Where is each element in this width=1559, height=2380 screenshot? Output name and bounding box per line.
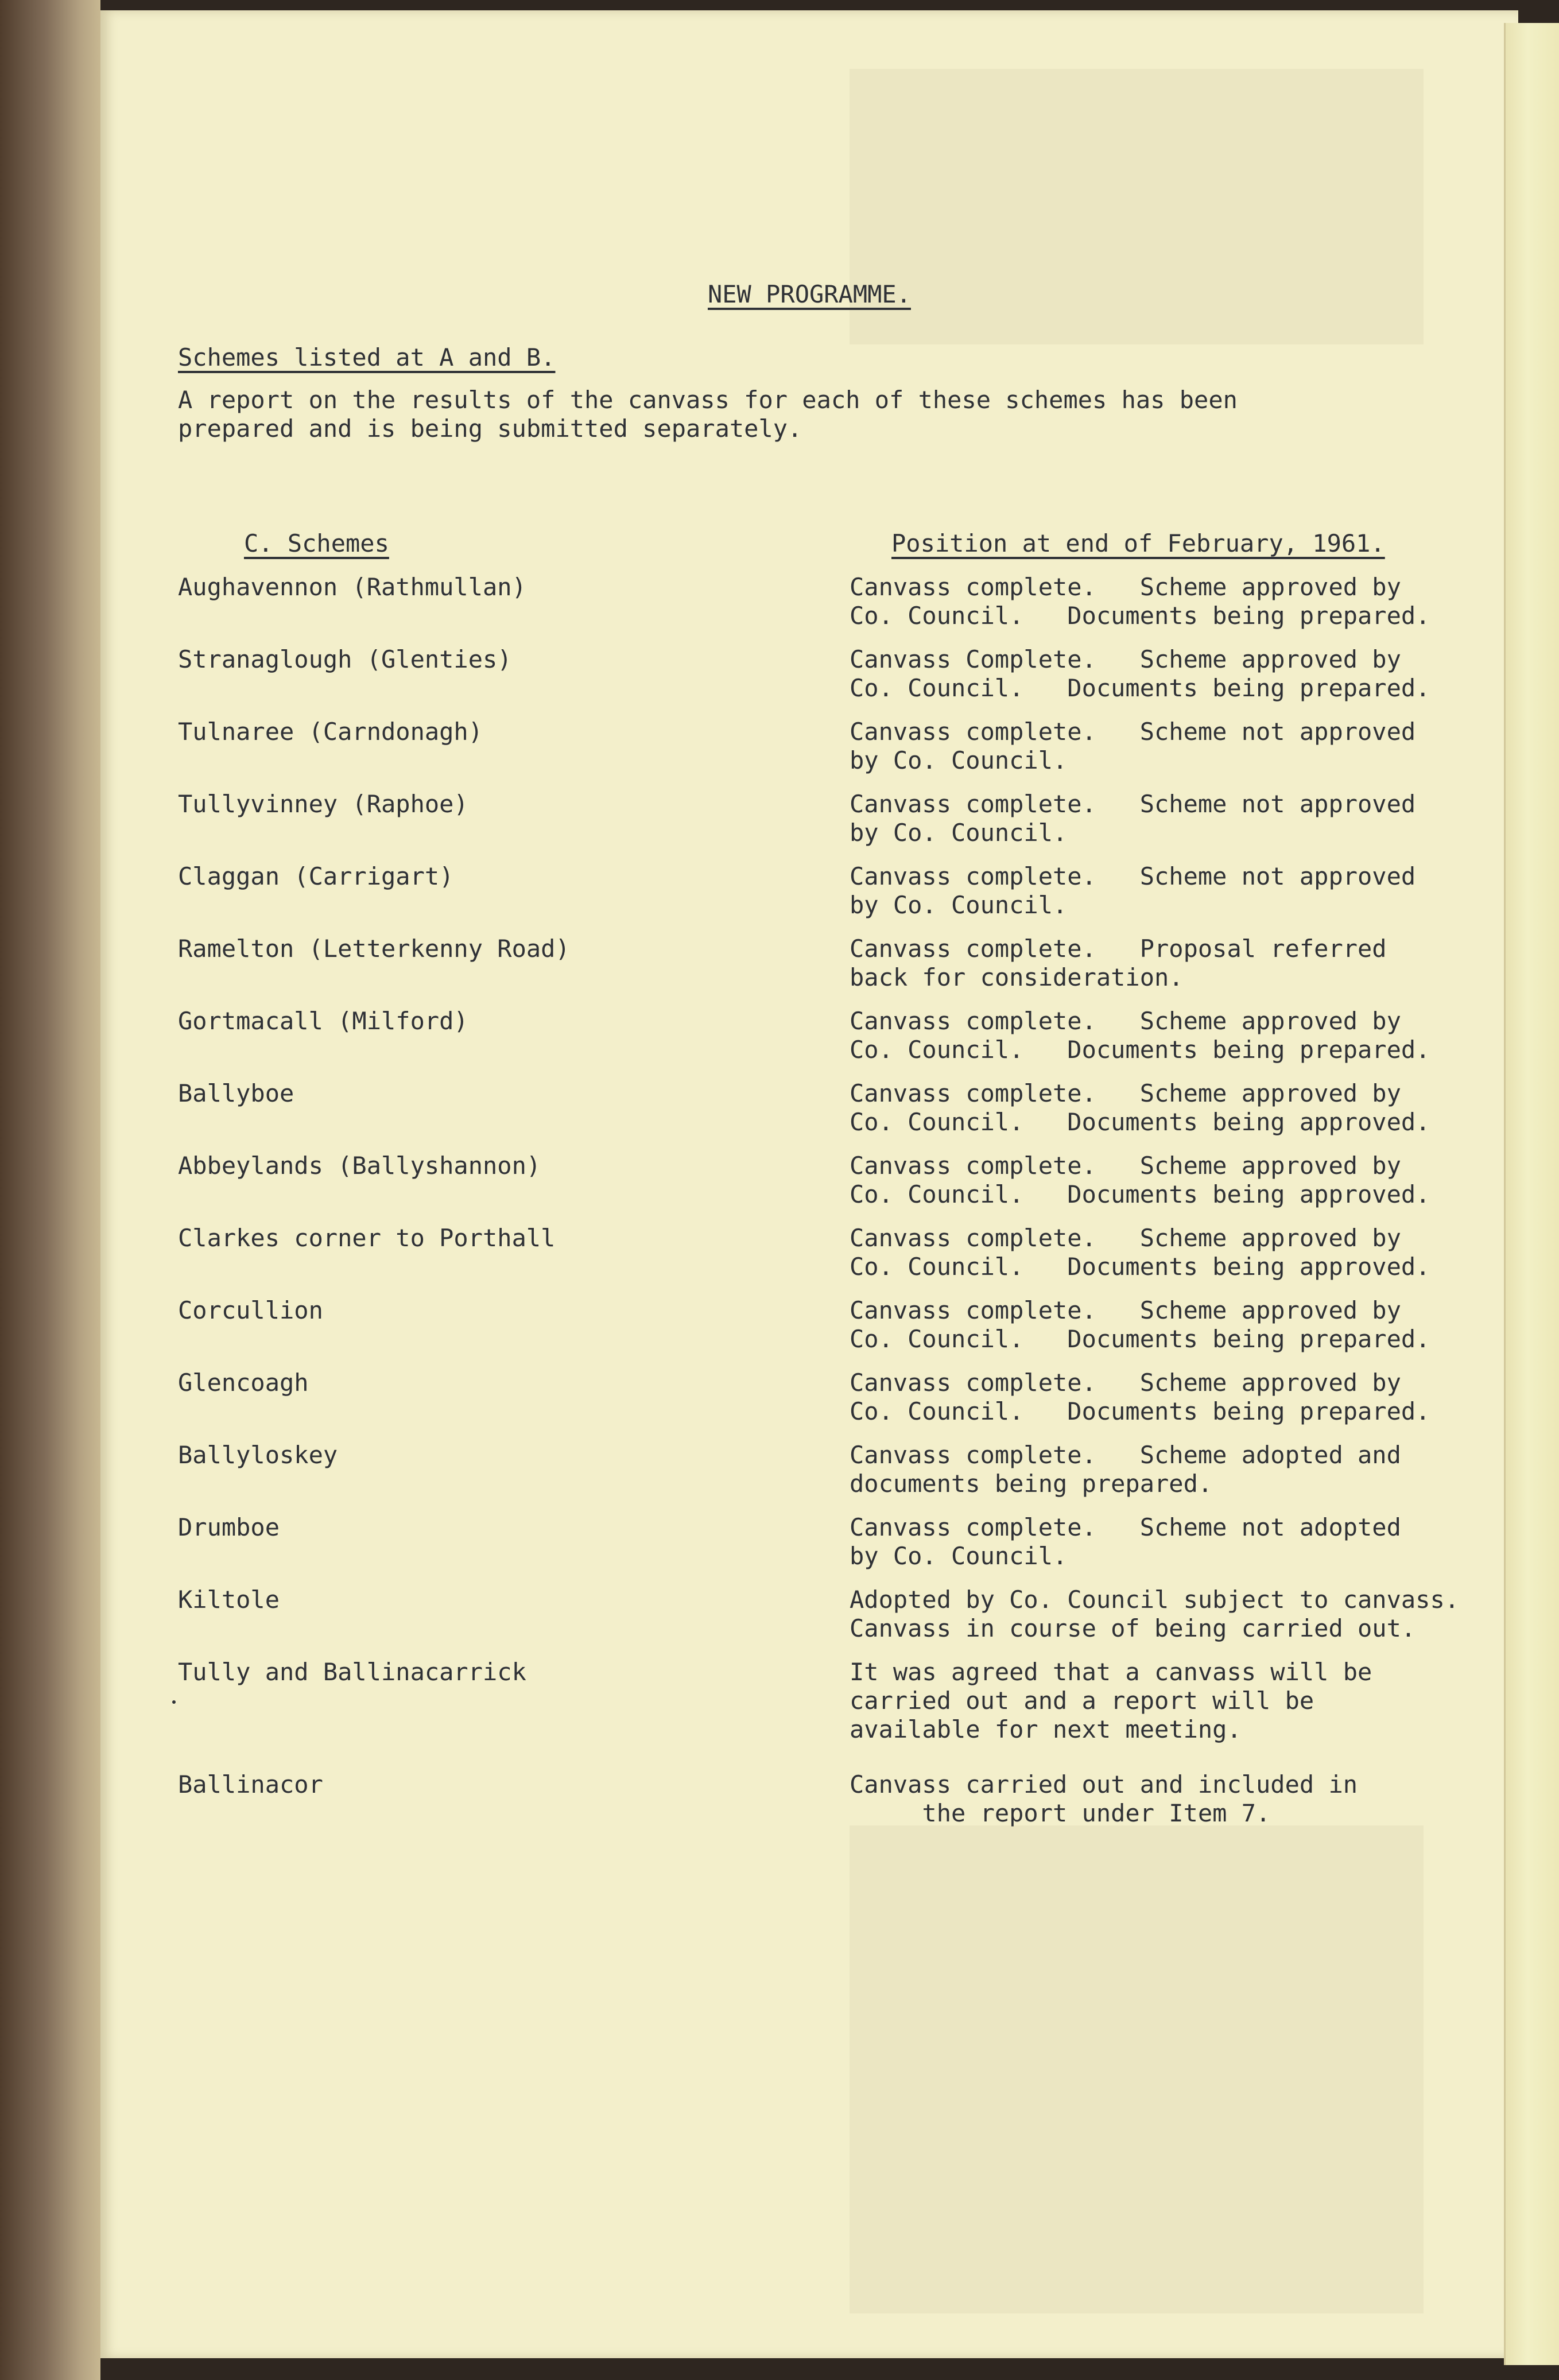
scheme-name: Tullyvinney (Raphoe) <box>178 790 468 818</box>
position-line-1: Canvass Complete. Scheme approved by <box>850 645 1401 673</box>
show-through <box>850 1825 1424 2313</box>
scheme-name: Ballyloskey <box>178 1441 338 1469</box>
position-line-2: Co. Council. Documents being approved. <box>850 1253 1430 1281</box>
position-line-1: Canvass complete. Scheme approved by <box>850 1369 1401 1397</box>
position-line-2: Co. Council. Documents being approved. <box>850 1180 1430 1208</box>
scheme-name: Aughavennon (Rathmullan) <box>178 573 526 601</box>
position-line-2: documents being prepared. <box>850 1470 1213 1498</box>
scheme-name: Clarkes corner to Porthall <box>178 1224 556 1252</box>
position-line-2: Co. Council. Documents being prepared. <box>850 1397 1430 1425</box>
column-header-position: Position at end of February, 1961. <box>891 529 1385 557</box>
position-line-1: Canvass complete. Scheme adopted and <box>850 1441 1401 1469</box>
intro-line-2: prepared and is being submitted separately. <box>178 414 802 443</box>
position-line-2: by Co. Council. <box>850 746 1068 774</box>
position-line-2: back for consideration. <box>850 963 1184 991</box>
scheme-name: Stranaglough (Glenties) <box>178 645 512 673</box>
scheme-name: Ballyboe <box>178 1079 294 1107</box>
scheme-name: Gortmacall (Milford) <box>178 1007 468 1035</box>
position-line-1: Canvass complete. Scheme not approved <box>850 862 1416 890</box>
intro-line-1: A report on the results of the canvass for each of these schemes has been <box>178 386 1238 414</box>
position-line-2: Co. Council. Documents being prepared. <box>850 674 1430 702</box>
scheme-name: Ramelton (Letterkenny Road) <box>178 935 570 963</box>
page-edge <box>1504 23 1559 2365</box>
position-line-2: by Co. Council. <box>850 1542 1068 1570</box>
scheme-name: Glencoagh <box>178 1369 309 1397</box>
position-line-1: Canvass complete. Scheme approved by <box>850 1079 1401 1107</box>
position-line-2: carried out and a report will be <box>850 1687 1314 1715</box>
scheme-name: Abbeylands (Ballyshannon) <box>178 1152 541 1180</box>
position-line-1: Canvass complete. Scheme approved by <box>850 1296 1401 1324</box>
scheme-name: Claggan (Carrigart) <box>178 862 454 890</box>
position-line-2: Co. Council. Documents being prepared. <box>850 1325 1430 1353</box>
position-line-1: It was agreed that a canvass will be <box>850 1658 1372 1686</box>
position-line-1: Canvass complete. Scheme approved by <box>850 573 1401 601</box>
position-line-2: Co. Council. Documents being approved. <box>850 1108 1430 1136</box>
position-line-2: the report under Item 7. <box>850 1799 1271 1827</box>
position-line-1: Canvass carried out and included in <box>850 1770 1358 1798</box>
position-line-1: Canvass complete. Scheme not approved <box>850 718 1416 746</box>
position-line-1: Canvass complete. Scheme not adopted <box>850 1513 1401 1541</box>
position-line-2: by Co. Council. <box>850 891 1068 919</box>
position-line-2: Co. Council. Documents being prepared. <box>850 1036 1430 1064</box>
scheme-name: Tully and Ballinacarrick <box>178 1658 526 1686</box>
position-line-1: Canvass complete. Scheme approved by <box>850 1224 1401 1252</box>
position-line-2: Co. Council. Documents being prepared. <box>850 602 1430 630</box>
position-line-1: Canvass complete. Scheme approved by <box>850 1152 1401 1180</box>
position-line-2: by Co. Council. <box>850 819 1068 847</box>
scheme-name: Ballinacor <box>178 1770 323 1798</box>
position-line-1: Adopted by Co. Council subject to canvass. <box>850 1586 1460 1614</box>
binding-edge <box>0 0 100 2380</box>
position-line-1: Canvass complete. Scheme not approved <box>850 790 1416 818</box>
page-title: NEW PROGRAMME. <box>707 280 911 308</box>
column-header-schemes: C. Schemes <box>244 529 389 557</box>
position-line-1: Canvass complete. Proposal referred <box>850 935 1387 963</box>
stray-mark <box>172 1700 176 1704</box>
scheme-name: Tulnaree (Carndonagh) <box>178 718 483 746</box>
scheme-name: Corcullion <box>178 1296 323 1324</box>
position-line-3: available for next meeting. <box>850 1715 1242 1743</box>
scheme-name: Kiltole <box>178 1586 280 1614</box>
section-heading: Schemes listed at A and B. <box>178 343 556 371</box>
position-line-1: Canvass complete. Scheme approved by <box>850 1007 1401 1035</box>
scheme-name: Drumboe <box>178 1513 280 1541</box>
position-line-2: Canvass in course of being carried out. <box>850 1614 1416 1642</box>
